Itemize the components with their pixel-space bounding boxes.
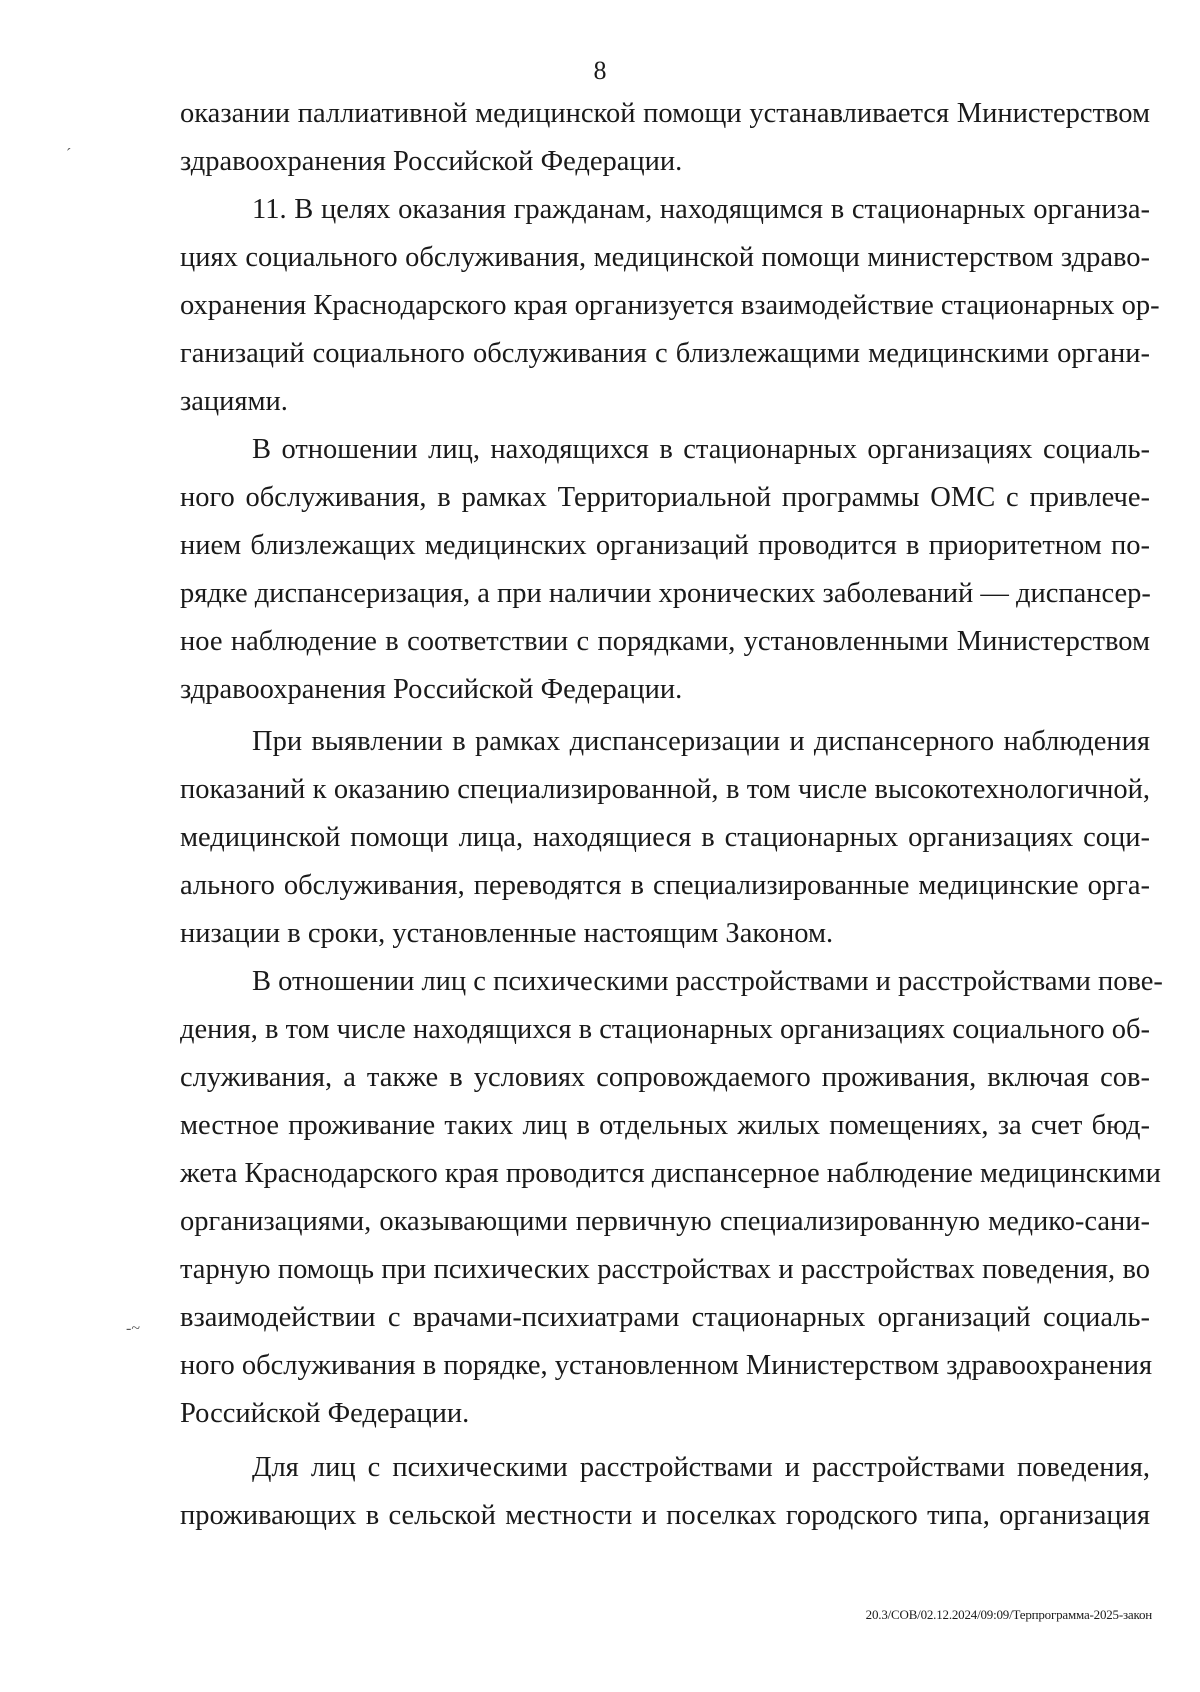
- text-line: взаимодействии с врачами-психиатрами стационарных организаций социаль-: [180, 1302, 1150, 1333]
- text-line: жета Краснодарского края проводится диспансерное наблюдение медицинскими: [180, 1158, 1161, 1189]
- text-line: Российской Федерации.: [180, 1398, 470, 1429]
- text-line: тарную помощь при психических расстройствах и расстройствах поведения, во: [180, 1254, 1150, 1285]
- text-line: местное проживание таких лиц в отдельных жилых помещениях, за счет бюд-: [180, 1110, 1150, 1141]
- text-line: В отношении лиц, находящихся в стационарных организациях социаль-: [252, 434, 1150, 465]
- text-line: организациями, оказывающими первичную специализированную медико-сани-: [180, 1206, 1150, 1237]
- text-line: здравоохранения Российской Федерации.: [180, 674, 683, 705]
- text-line: оказании паллиативной медицинской помощи устанавливается Министерством: [180, 98, 1150, 129]
- text-line: ное наблюдение в соответствии с порядками, установленными Министерством: [180, 626, 1150, 657]
- text-line: ганизаций социального обслуживания с близлежащими медицинскими органи-: [180, 338, 1150, 369]
- page-number: 8: [593, 56, 607, 85]
- scan-speck: ˊ: [66, 146, 72, 163]
- text-line: При выявлении в рамках диспансеризации и диспансерного наблюдения: [252, 726, 1150, 757]
- text-line: показаний к оказанию специализированной, в том числе высокотехнологичной,: [180, 774, 1150, 805]
- text-line: охранения Краснодарского края организуется взаимодействие стационарных ор-: [180, 290, 1160, 321]
- document-footer-code: 20.3/СОВ/02.12.2024/09:09/Терпрограмма-2025-закон: [865, 1607, 1152, 1622]
- text-line: 11. В целях оказания гражданам, находящимся в стационарных организа-: [252, 194, 1150, 225]
- text-line: рядке диспансеризация, а при наличии хронических заболеваний — диспансер-: [180, 578, 1151, 609]
- text-line: ного обслуживания в порядке, установленном Министерством здравоохранения: [180, 1350, 1153, 1381]
- text-line: ального обслуживания, переводятся в специализированные медицинские орга-: [180, 870, 1150, 901]
- text-line: медицинской помощи лица, находящиеся в стационарных организациях соци-: [180, 822, 1150, 853]
- text-line: проживающих в сельской местности и поселках городского типа, организация: [180, 1500, 1150, 1531]
- text-line: дения, в том числе находящихся в стационарных организациях социального об-: [180, 1014, 1150, 1045]
- text-line: служивания, а также в условиях сопровождаемого проживания, включая сов-: [180, 1062, 1150, 1093]
- text-line: низации в сроки, установленные настоящим Законом.: [180, 918, 834, 949]
- text-line: циях социального обслуживания, медицинской помощи министерством здраво-: [180, 242, 1150, 273]
- text-line: ного обслуживания, в рамках Территориальной программы ОМС с привлече-: [180, 482, 1150, 513]
- text-line: Для лиц с психическими расстройствами и расстройствами поведения,: [252, 1452, 1150, 1483]
- text-line: нием близлежащих медицинских организаций проводится в приоритетном по-: [180, 530, 1150, 561]
- text-line: зациями.: [180, 386, 288, 417]
- scan-speck: -~: [126, 1320, 140, 1337]
- text-line: В отношении лиц с психическими расстройствами и расстройствами пове-: [252, 966, 1163, 997]
- text-line: здравоохранения Российской Федерации.: [180, 146, 683, 177]
